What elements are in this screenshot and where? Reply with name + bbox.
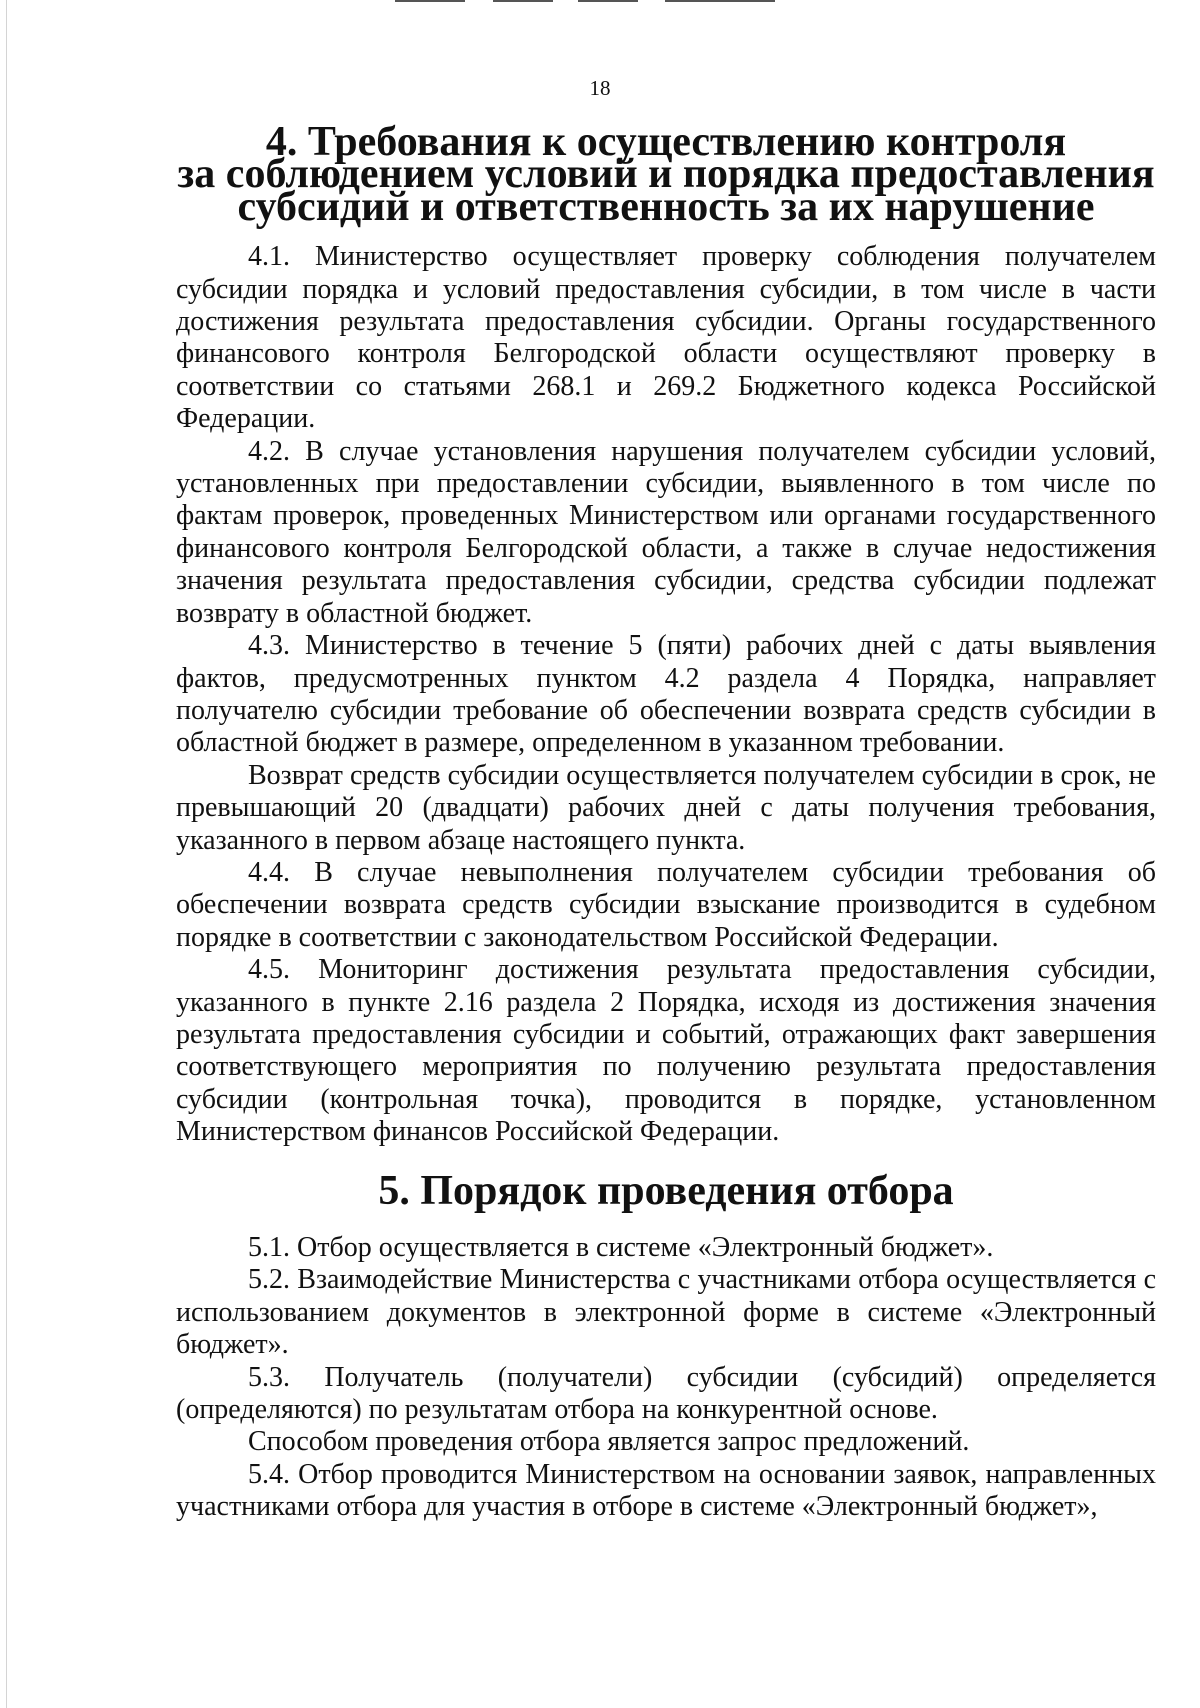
paragraph-4-1: 4.1. Министерство осуществляет проверку соблюдения получателем субсидии порядка и условий предоставления субсидии, в том числе в части достижения результата предоставления субсидии. Органы государственного финансового контроля Белгородской области осуществляют проверку в соответствии со статьями 268.1 и 269.2 Бюджетного кодекса Российской Федерации. [176, 241, 1156, 435]
document-body [176, 119, 1156, 1524]
paragraph-5-4: 5.4. Отбор проводится Министерством на основании заявок, направленных участниками отбора для участия в отборе в системе «Электронный бюджет», [176, 1458, 1156, 1523]
paragraph-5-1: 5.1. Отбор осуществляется в системе «Электронный бюджет». [248, 1232, 994, 1263]
paragraph-4-3: 4.3. Министерство в течение 5 (пяти) рабочих дней с даты выявления фактов, предусмотренных пунктом 4.2 раздела 4 Порядка, направляет получателю субсидии требование об обеспечении возврата средств субсидии в областной бюджет в размере, определенном в указанном требовании. [176, 630, 1156, 759]
heading-line: субсидий и ответственность за их нарушение [237, 183, 1095, 230]
scan-mark [578, 0, 638, 2]
section-4-heading [176, 119, 1156, 230]
page-number: 18 [589, 76, 611, 100]
paragraph-5-2: 5.2. Взаимодействие Министерства с участниками отбора осуществляется с использованием документов в электронной форме в системе «Электронный бюджет». [176, 1264, 1156, 1361]
heading-line: 4. Требования к осуществлению контроля [265, 119, 1067, 165]
paragraph-4-4: 4.4. В случае невыполнения получателем субсидии требования об обеспечении возврата средств субсидии взыскание производится в судебном порядке в соответствии с законодательством Российской Федерации. [176, 856, 1156, 953]
section-5-heading: 5. Порядок проведения отбора [378, 1167, 954, 1214]
paragraph-5-3: 5.3. Получатель (получатели) субсидии (субсидий) определяется (определяются) по результатам отбора на конкурентной основе. [176, 1361, 1156, 1426]
paragraph-4-5: 4.5. Мониторинг достижения результата предоставления субсидии, указанного в пункте 2.16 раздела 2 Порядка, исходя из достижения значения результата предоставления субсидии и событий, отражающих факт завершения соответствующего мероприятия по получению результата предоставления субсидии (контрольная точка), проводится в порядке, установленном Министерством финансов Российской Федерации. [176, 954, 1156, 1148]
heading-line: за соблюдением условий и порядка предоставления [177, 151, 1155, 198]
paragraph-4-2: 4.2. В случае установления нарушения получателем субсидии условий, установленных при предоставлении субсидии, выявленного в том числе по фактам проверок, проведенных Министерством или органами государственного финансового контроля Белгородской области, а также в случае недостижения значения результата предоставления субсидии, средства субсидии подлежат возврату в областной бюджет. [176, 435, 1156, 629]
paragraph-5-3-continued: Способом проведения отбора является запрос предложений. [248, 1426, 970, 1458]
scan-edge-line [6, 0, 7, 1708]
paragraph-4-3-continued: Возврат средств субсидии осуществляется получателем субсидии в срок, не превышающий 20 (двадцати) рабочих дней с даты получения требования, указанного в первом абзаце настоящего пункта. [176, 759, 1156, 856]
scan-mark [493, 0, 553, 2]
scan-mark [665, 0, 775, 2]
scan-mark [395, 0, 465, 2]
